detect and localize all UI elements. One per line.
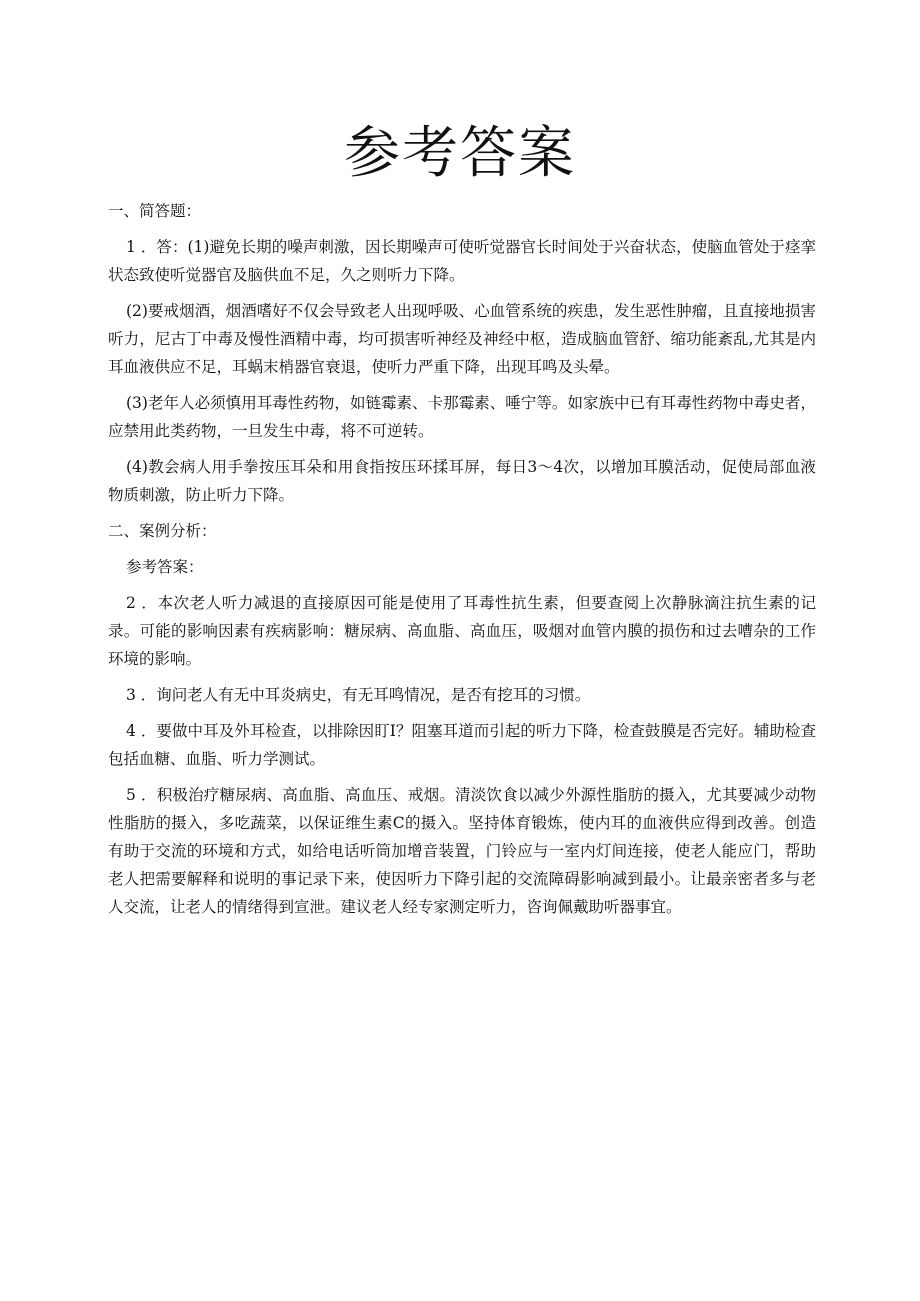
answer-paragraph: 3 ．询问老人有无中耳炎病史，有无耳鸣情况，是否有挖耳的习惯。: [126, 686, 591, 704]
answer-paragraph: 2 ．本次老人听力减退的直接原因可能是使用了耳毒性抗生素，但要查阅上次静脉滴注抗生素的记录。可能的影响因素有疾病影响：糖尿病、高血脂、高血压，吸烟对血管内膜的损伤和过去嘈杂的工作环境的影响。: [108, 594, 816, 668]
answer-paragraph: (4)教会病人用手拳按压耳朵和用食指按压环揉耳屏，每日3～4次，以增加耳膜活动，促使局部血液物质刺激，防止听力下降。: [108, 458, 816, 504]
section-heading-case-analysis: 二、案例分析：: [108, 522, 217, 540]
answer-paragraph: (3)老年人必须慎用耳毒性药物，如链霉素、卡那霉素、唾宁等。如家族中已有耳毒性药物中毒史者，应禁用此类药物，一旦发生中毒，将不可逆转。: [108, 394, 816, 440]
answer-paragraph: 5 ．积极治疗糖尿病、高血脂、高血压、戒烟。清淡饮食以减少外源性脂肪的摄入，尤其要减少动物性脂肪的摄入，多吃蔬菜，以保证维生素C的摄入。坚持体育锻炼，使内耳的血液供应得到改善。创造有助于交流的环境和方式，如给电话听筒加增音装置，门铃应与一室内灯间连接，使老人能应门，帮助老人把需要解释和说明的事记录下来，使因听力下降引起的交流障碍影响减到最小。让最亲密者多与老人交流，让老人的情绪得到宣泄。建议老人经专家测定听力，咨询佩戴助听器事宜。: [108, 786, 816, 916]
page-title: 参考答案: [344, 121, 576, 186]
section-subheading: 参考答案：: [126, 558, 204, 576]
answer-paragraph: (2)要戒烟酒，烟酒嗜好不仅会导致老人出现呼吸、心血管系统的疾患，发生恶性肿瘤，且直接地损害听力，尼古丁中毒及慢性酒精中毒，均可损害听神经及神经中枢，造成脑血管舒、缩功能紊乱,尤其是内耳血液供应不足，耳蜗末梢器官衰退，使听力严重下降，出现耳鸣及头晕。: [108, 302, 816, 376]
answer-paragraph: 4 ．要做中耳及外耳检查，以排除因盯I？阻塞耳道而引起的听力下降，检查鼓膜是否完好。辅助检查包括血糖、血脂、听力学测试。: [108, 722, 816, 768]
document-body: [108, 197, 816, 929]
section-heading-short-answer: 一、简答题：: [108, 202, 202, 220]
answer-paragraph: 1 ．答：(1)避免长期的噪声刺激，因长期噪声可使听觉器官长时间处于兴奋状态，使脑血管处于痉挛状态致使听觉器官及脑供血不足，久之则听力下降。: [108, 238, 816, 284]
